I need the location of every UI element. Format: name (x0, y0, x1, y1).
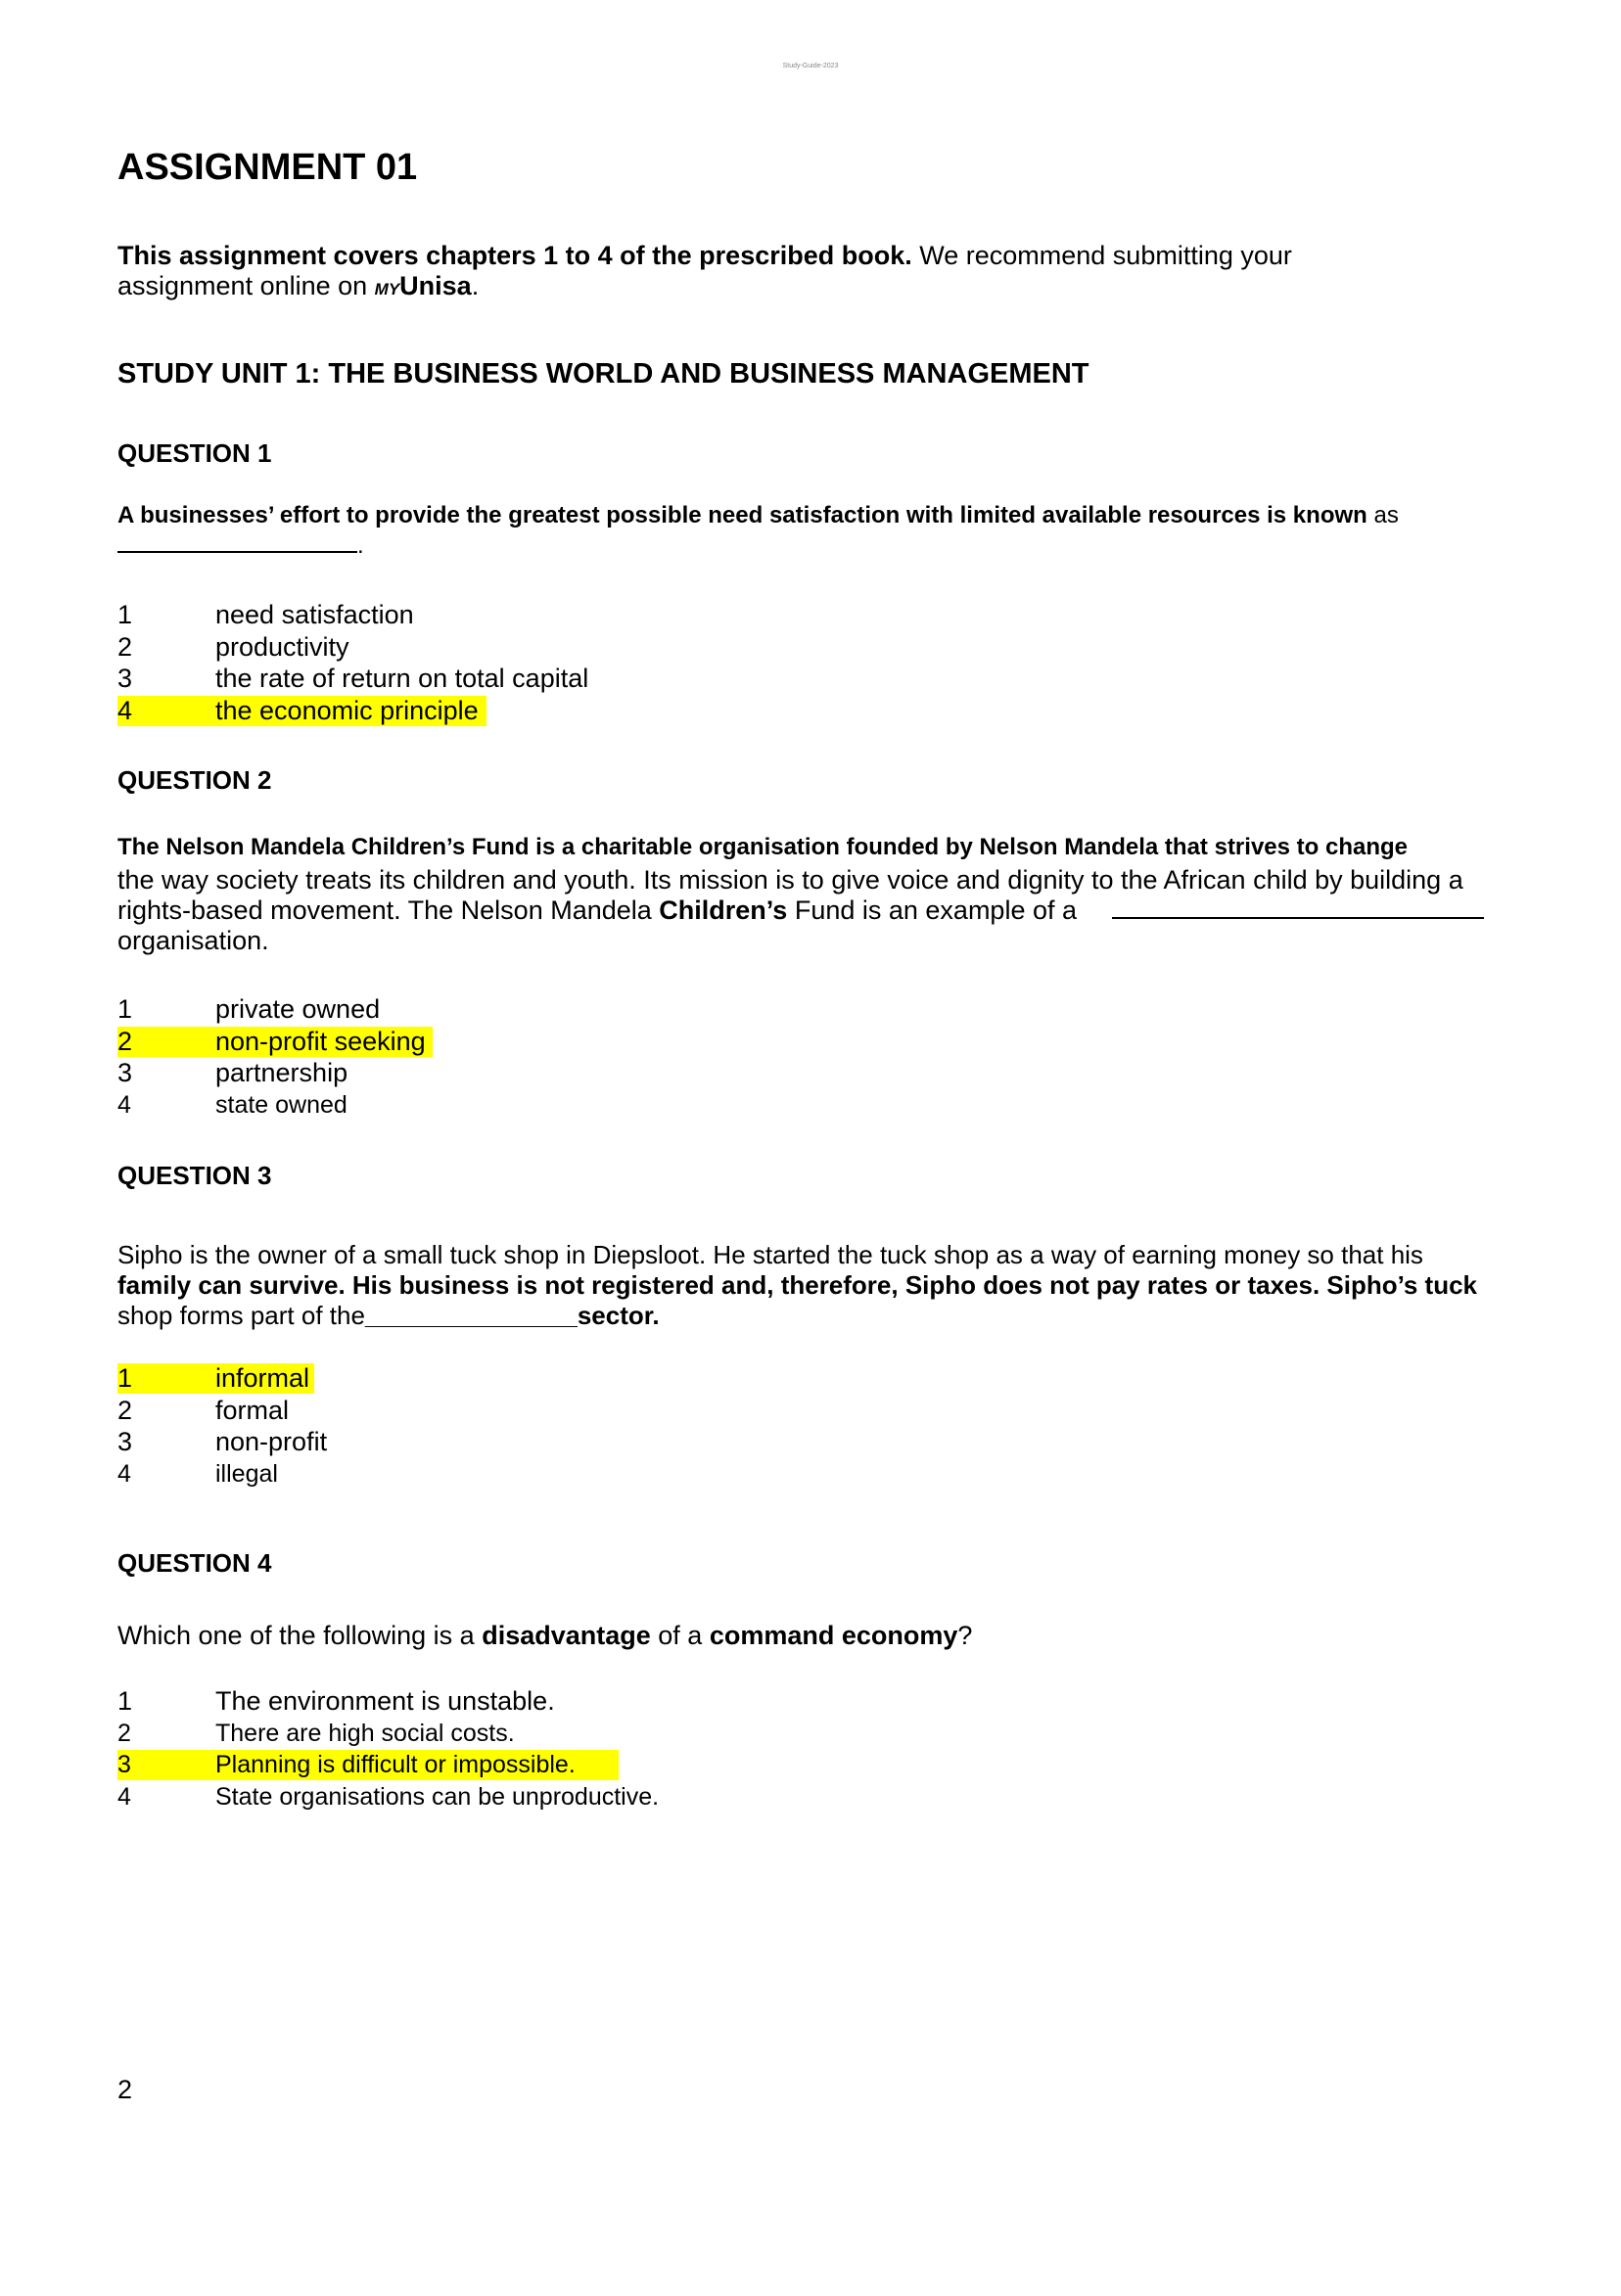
question-2-stem: The Nelson Mandela Children’s Fund is a charitable organisation founded by Nelson Mandela that strives to change the way society treats its children and youth. Its mission is to give voice and dignity to the African child by building a rights-based movement. The Nelson Mandela Children’s Fund is an example of a organisation. (117, 832, 1484, 956)
intro-rest: We recommend submitting your (911, 241, 1292, 270)
intro-line2: assignment online on (117, 271, 375, 300)
question-3-stem: Sipho is the owner of a small tuck shop in Diepsloot. He started the tuck shop as a way of earning money so that his family can survive. His business is not registered and, therefore, Sipho does not pay rates or taxes. Sipho’s tuck shop forms part of the_______________sector. (117, 1240, 1478, 1330)
header-mark: Study-Guide-2023 (782, 63, 839, 69)
question-1-heading: QUESTION 1 (117, 438, 272, 468)
question-2-heading: QUESTION 2 (117, 765, 272, 795)
myunisa-prefix: MY (374, 280, 400, 298)
myunisa-name: Unisa (399, 271, 472, 300)
intro-bold: This assignment covers chapters 1 to 4 of the prescribed book. (117, 241, 912, 270)
page-number: 2 (117, 2075, 133, 2104)
answer-blank (1112, 916, 1484, 919)
intro-paragraph: This assignment covers chapters 1 to 4 of the prescribed book. We recommend submitting your assignment online on MYUnisa. (117, 241, 1292, 300)
study-unit-heading: STUDY UNIT 1: THE BUSINESS WORLD AND BUSINESS MANAGEMENT (117, 358, 1089, 390)
question-3-heading: QUESTION 3 (117, 1161, 272, 1190)
answer-blank (117, 550, 357, 553)
question-1-stem: A businesses’ effort to provide the greatest possible need satisfaction with limited available resources is known as . (117, 502, 1399, 559)
question-4-stem: Which one of the following is a disadvantage of a command economy? (117, 1621, 973, 1650)
question-4-heading: QUESTION 4 (117, 1548, 272, 1578)
document-page: Study-Guide-2023 ASSIGNMENT 01 This assignment covers chapters 1 to 4 of the prescribed book. We recommend submitting your assignment online on MYUnisa. STUDY UNIT 1: THE BUSINESS WORLD AND BUSINESS MANAGEMENT QUESTION 1 A businesses’ effort to provide the greatest possible need satisfaction with limited available resources is known as . 1 need satisfaction 2 productivity 3 the rate of return on total capital 4 the economic principle QUESTION 2 The Nelson Mandela Children’s Fund is a charitable organisation founded by Nelson Mandela that strives to change the way society treats its children and youth. Its mission is to give voice and dignity to the African child by building a rights-based movement. The Nelson Mandela Children’s Fund is an example of a organisation. 1 private owned 2 non-profit seeking 3 partnership 4 state owned QUESTION 3 Sipho is the owner of a small tuck shop in Diepsloot. He started the tuck shop as a way of earning money so that his family can survive. His business is not registered and, therefore, Sipho does not pay rates or taxes. Sipho’s tuck shop forms part of the_______________sector. 1 informal 2 formal 3 non-profit 4 illegal QUESTION 4 Which one of the following is a disadvantage of a command economy? 1 The environment is unstable. 2 There are high social costs. 3 Planning is difficult or impossible. 4 State organisations can be unproductive. 2 (0, 0, 1621, 2296)
page-title: ASSIGNMENT 01 (117, 147, 418, 188)
